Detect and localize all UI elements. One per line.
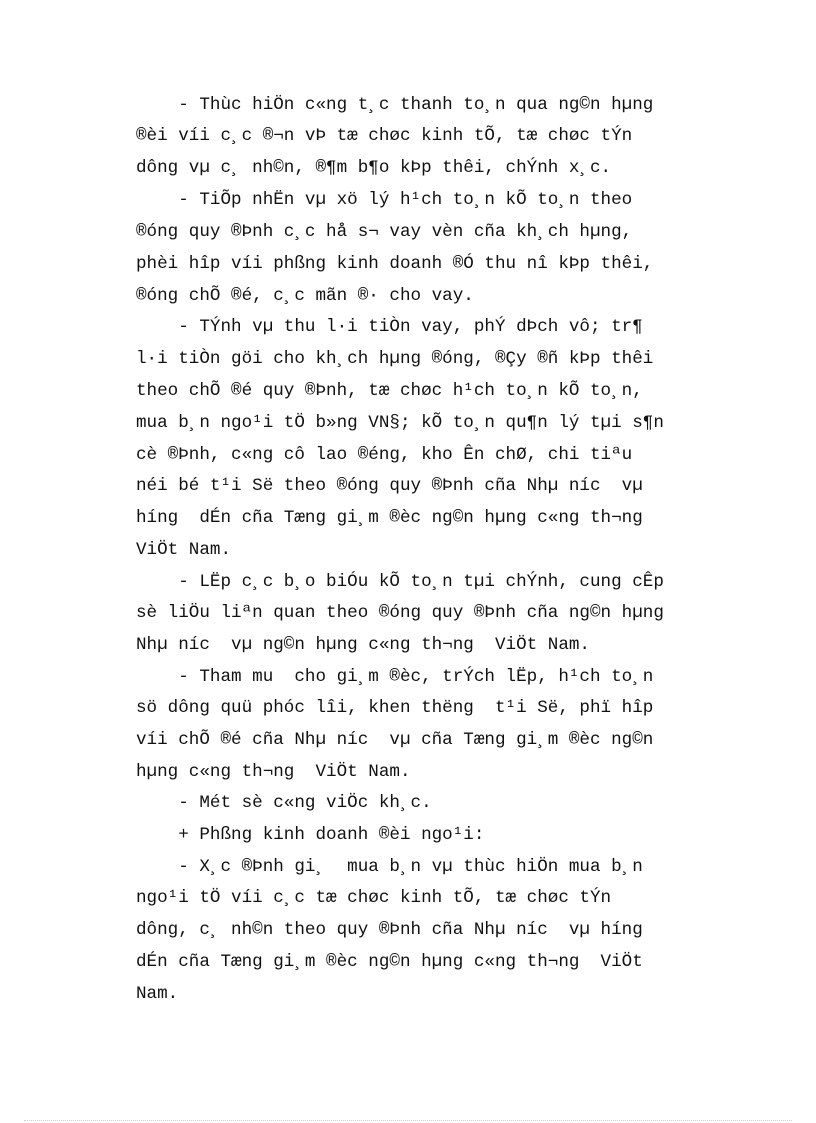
text-line: dông vµ c¸ nh©n, ®¶m b¶o kÞp thêi, chÝnh x¸c. [136,158,612,178]
text-line: l·i tiÒn göi cho kh¸ch hµng ®óng, ®Çy ®ñ kÞp thêi [136,349,654,369]
text-line: theo chÕ ®é quy ®Þnh, tæ chøc h¹ch to¸n kÕ to¸n, [136,381,643,401]
text-line: - TiÕp nhËn vµ xö lý h¹ch to¸n kÕ to¸n theo [136,190,633,210]
text-line: ®óng quy ®Þnh c¸c hå s¬ vay vèn cña kh¸ch hµng, [136,222,633,242]
text-line: sè liÖu liªn quan theo ®óng quy ®Þnh cña ng©n hµng [136,603,664,623]
text-line: ®óng chÕ ®é, c¸c mãn ®· cho vay. [136,286,474,306]
text-line: dÉn cña Tæng gi¸m ®èc ng©n hµng c«ng th¬ng ViÖt [136,952,643,972]
text-line: hµng c«ng th¬ng ViÖt Nam. [136,762,411,782]
text-line: ngo¹i tÖ víi c¸c tæ chøc kinh tÕ, tæ chøc tÝn [136,888,612,908]
text-line: ®èi víi c¸c ®¬n vÞ tæ chøc kinh tÕ, tæ chøc tÝn [136,126,633,146]
page-bottom-divider [24,1120,792,1121]
text-line: Nhµ níc vµ ng©n hµng c«ng th¬ng ViÖt Nam. [136,635,590,655]
text-line: sö dông quü phóc lîi, khen thëng t¹i Së, phï hîp [136,698,654,718]
text-line: mua b¸n ngo¹i tÖ b»ng VN§; kÕ to¸n qu¶n lý tµi s¶n [136,413,664,433]
text-line: - X¸c ®Þnh gi¸ mua b¸n vµ thùc hiÖn mua b¸n [136,857,643,877]
text-line: - Thùc hiÖn c«ng t¸c thanh to¸n qua ng©n hµng [136,95,654,115]
text-line: - LËp c¸c b¸o biÓu kÕ to¸n tµi chÝnh, cung cÊp [136,572,664,592]
text-line: víi chÕ ®é cña Nhµ níc vµ cña Tæng gi¸m ®èc ng©n [136,730,654,750]
text-line: Nam. [136,984,179,1004]
text-line: phèi hîp víi phßng kinh doanh ®Ó thu nî kÞp thêi, [136,254,654,274]
text-line: ViÖt Nam. [136,540,232,560]
text-line: + Phßng kinh doanh ®èi ngo¹i: [136,825,485,845]
text-line: híng dÉn cña Tæng gi¸m ®èc ng©n hµng c«ng th¬ng [136,508,643,528]
text-line: dông, c¸ nh©n theo quy ®Þnh cña Nhµ níc vµ híng [136,920,643,940]
text-line: néi bé t¹i Së theo ®óng quy ®Þnh cña Nhµ níc vµ [136,476,643,496]
text-line: cè ®Þnh, c«ng cô lao ®éng, kho Ên chØ, chi tiªu [136,445,633,465]
text-line: - Mét sè c«ng viÖc kh¸c. [136,793,432,813]
text-line: - TÝnh vµ thu l·i tiÒn vay, phÝ dÞch vô; tr¶ [136,317,643,337]
text-line: - Tham mu cho gi¸m ®èc, trÝch lËp, h¹ch to¸n [136,667,654,687]
